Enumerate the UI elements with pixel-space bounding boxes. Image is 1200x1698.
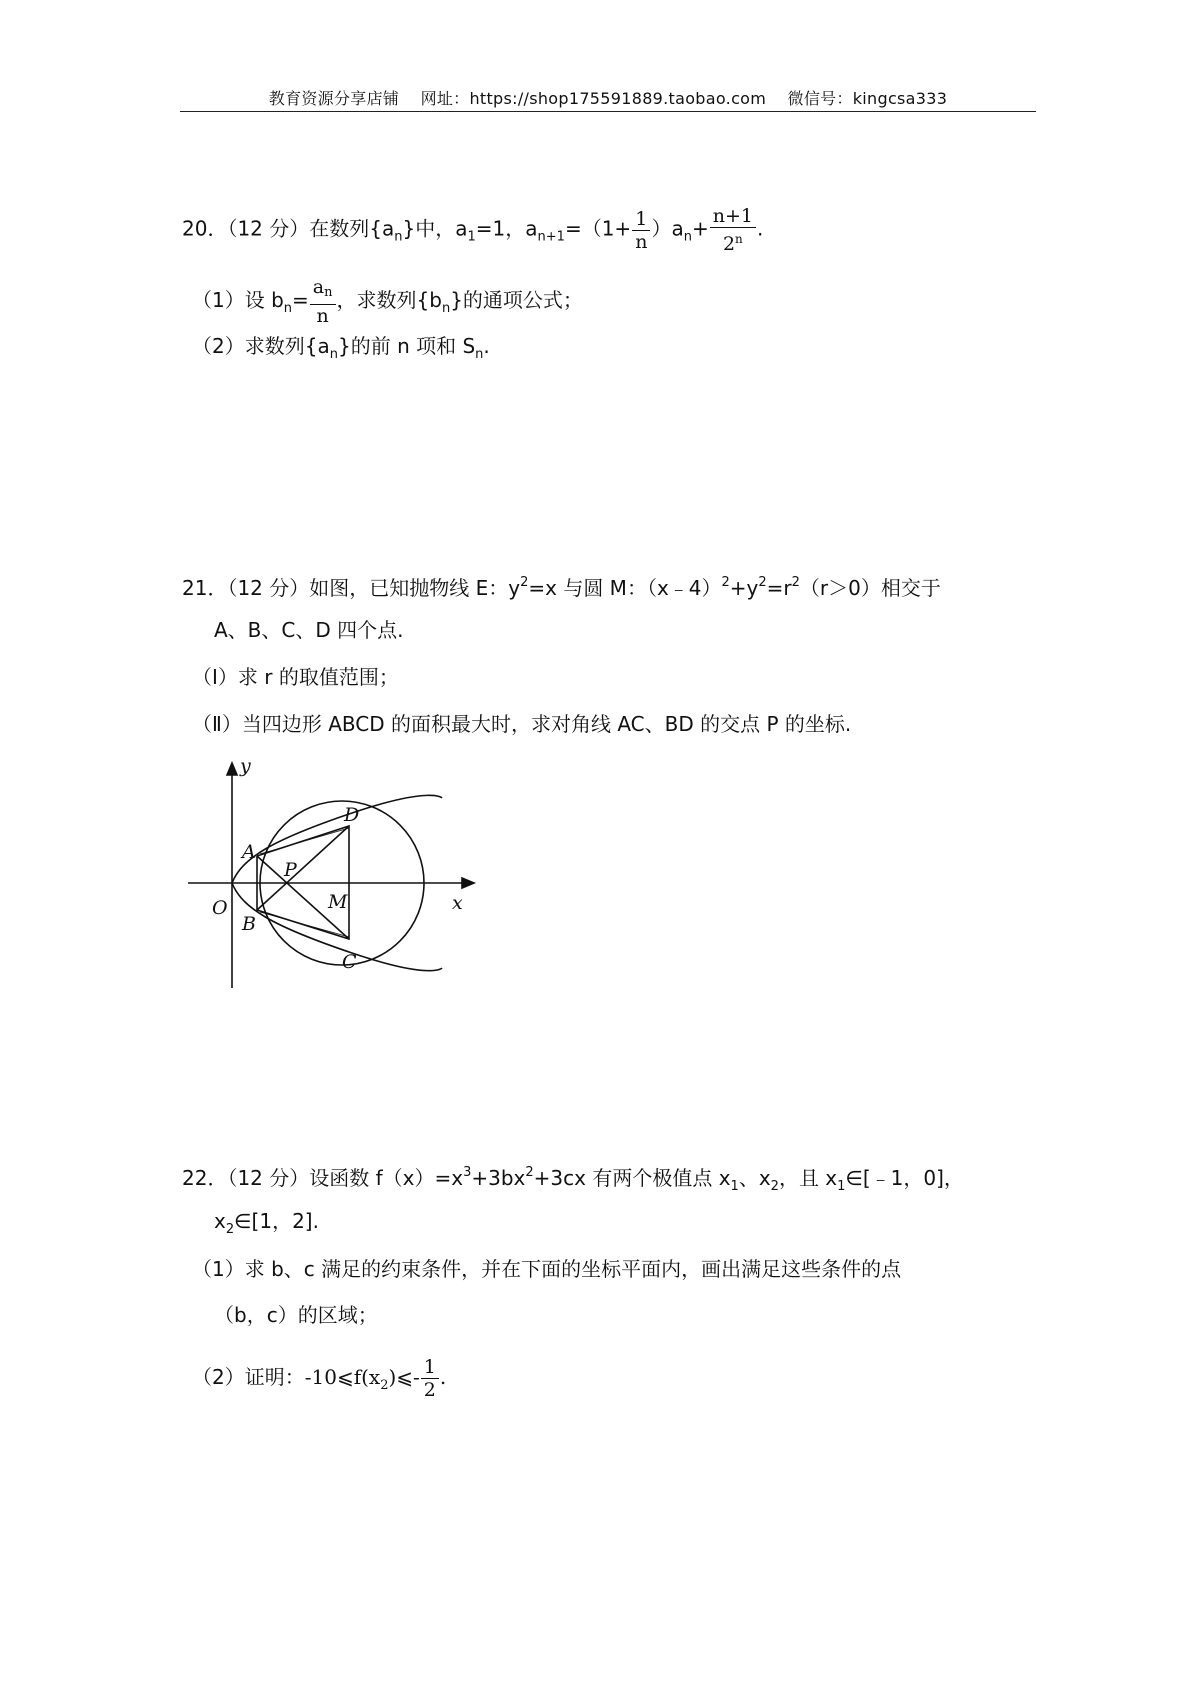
label-p: P xyxy=(284,859,297,881)
q20-period: . xyxy=(756,216,764,241)
q20-fraction-an-over-n xyxy=(310,276,336,327)
q22-part1-line2: （b，c）的区域； xyxy=(214,1303,378,1327)
q20-p2-text: . xyxy=(483,334,490,358)
q20-p2-text: 的前 n 项和 S xyxy=(350,334,476,358)
label-y: y xyxy=(240,758,251,777)
ineq-sub: 2 xyxy=(380,1378,389,1393)
q22-stem-line2 xyxy=(214,1208,319,1243)
q22-part1-line1: （1）求 b、c 满足的约束条件，并在下面的坐标平面内，画出满足这些条件的点 xyxy=(192,1257,902,1281)
q21-stem-line2: A、B、C、D 四个点. xyxy=(214,618,404,642)
q20-sub-1: 1 xyxy=(467,229,476,245)
frac-den: n xyxy=(635,230,648,253)
ineq-end: . xyxy=(439,1365,447,1389)
label-x: x xyxy=(452,892,463,914)
q21-text: =x 与圆 M：（x﹣4） xyxy=(528,576,722,600)
q22-part2 xyxy=(192,1356,446,1401)
frac-den: 2 xyxy=(423,1379,436,1401)
q22-text: ∈[﹣1，0]， xyxy=(845,1166,964,1190)
q21-part2: （Ⅱ）当四边形 ABCD 的面积最大时，求对角线 AC、BD 的交点 P 的坐标. xyxy=(192,712,852,736)
q20-paren: ）a xyxy=(651,216,684,241)
q22-text: x xyxy=(214,1209,226,1233)
ineq-left: -10⩽f(x xyxy=(304,1365,381,1389)
q22-text: ，且 x xyxy=(778,1166,838,1190)
label-m: M xyxy=(328,891,348,913)
q20-sub-n: n xyxy=(283,301,293,316)
q20-fraction-1-over-n xyxy=(632,208,650,253)
ineq-fraction-1-over-2 xyxy=(421,1356,439,1401)
q20-eq2: =（1+ xyxy=(564,216,632,241)
q20-a: a xyxy=(382,216,395,241)
q22-exp: 2 xyxy=(525,1165,534,1180)
q20-sub-np1: n+1 xyxy=(537,229,565,245)
q20-sub-n: n xyxy=(441,301,451,316)
q20-sub-n: n xyxy=(329,347,338,362)
header-shop: 教育资源分享店铺 xyxy=(268,89,400,108)
q22-text: ∈[1，2]. xyxy=(234,1209,319,1233)
label-b: B xyxy=(242,913,256,935)
y-axis-arrow-icon xyxy=(227,763,237,775)
x-axis-arrow-icon xyxy=(462,878,474,888)
header-url-group xyxy=(421,89,767,108)
q20-brace: } xyxy=(450,288,463,312)
q21-exp: 2 xyxy=(721,575,730,590)
header-divider xyxy=(180,111,1036,112)
q21-text: =r xyxy=(766,576,792,600)
q21-text: 21．（12 分）如图，已知抛物线 E：y xyxy=(182,576,521,600)
q20-p1-eq: = xyxy=(292,288,309,312)
label-d: D xyxy=(344,804,360,826)
q20-sub-n: n xyxy=(475,347,484,362)
q21-part1: （Ⅰ）求 r 的取值范围； xyxy=(192,665,399,689)
q20-stem xyxy=(182,205,763,255)
label-a: A xyxy=(242,841,256,863)
header-wechat-label: 微信号： xyxy=(787,89,853,108)
header-url-label: 网址： xyxy=(420,89,470,108)
q20-head: 20．（12 分）在数列 xyxy=(182,216,370,241)
q21-text: （r＞0）相交于 xyxy=(799,576,941,600)
q22-sub: 2 xyxy=(770,1179,779,1194)
label-o: O xyxy=(212,897,228,919)
q22-text: +3bx xyxy=(471,1166,526,1190)
edge-ad-inner xyxy=(260,828,349,854)
header-wechat: kingcsa333 xyxy=(852,89,948,108)
frac-num: 1 xyxy=(632,208,650,231)
q20-brace: } xyxy=(402,216,416,241)
q22-text: 22．（12 分）设函数 f（x）=x xyxy=(182,1166,464,1190)
page-header xyxy=(180,86,1036,109)
frac-den-exp: n xyxy=(735,232,743,246)
q20-sub-n: n xyxy=(394,229,403,245)
q20-sub-n: n xyxy=(683,229,692,245)
q20-p1-b: b xyxy=(429,288,442,312)
frac-num: n+1 xyxy=(710,205,756,228)
q20-brace: { xyxy=(369,216,382,241)
q20-part1 xyxy=(192,276,583,327)
q22-sub: 1 xyxy=(730,1179,739,1194)
q20-mid: 中，a xyxy=(415,216,468,241)
q22-stem-line1 xyxy=(182,1160,964,1200)
q21-text: +y xyxy=(729,576,759,600)
frac-num-sub: n xyxy=(324,285,333,300)
q20-p1-text: 的通项公式； xyxy=(462,288,583,312)
header-url: https://shop175591889.taobao.com xyxy=(469,89,767,108)
label-c: C xyxy=(342,951,357,973)
frac-num-base: a xyxy=(312,276,325,298)
header-wechat-group xyxy=(788,89,948,108)
ineq-mid: )⩽- xyxy=(388,1365,420,1389)
q20-p2-text: （2）求数列 xyxy=(192,334,305,358)
q20-brace: { xyxy=(416,288,430,312)
q20-a: a xyxy=(317,334,330,358)
q22-text: +3cx 有两个极值点 x xyxy=(533,1166,731,1190)
q21-stem-line1 xyxy=(182,570,941,601)
q20-p1-text: （1）设 b xyxy=(192,288,284,312)
q20-plus: + xyxy=(691,216,709,241)
q22-sub: 2 xyxy=(225,1222,235,1237)
q22-exp: 3 xyxy=(463,1165,472,1180)
q20-brace: } xyxy=(337,334,351,358)
q22-text: 、x xyxy=(738,1166,771,1190)
q21-exp: 2 xyxy=(791,575,800,590)
q20-p1-text: ，求数列 xyxy=(336,288,417,312)
frac-den xyxy=(720,228,746,255)
frac-den: n xyxy=(316,305,329,327)
edge-bc-inner xyxy=(260,912,349,937)
q22-inequality xyxy=(304,1356,447,1401)
q22-sub: 1 xyxy=(837,1179,846,1194)
q21-exp: 2 xyxy=(520,575,529,590)
q21-exp: 2 xyxy=(758,575,767,590)
q20-brace: { xyxy=(304,334,318,358)
q21-figure xyxy=(182,758,477,990)
q20-eq1: =1，a xyxy=(475,216,538,241)
q20-fraction-n1-over-2n xyxy=(710,205,756,255)
frac-num xyxy=(310,276,336,305)
q22-text: （2）证明： xyxy=(192,1365,305,1389)
q20-part2 xyxy=(192,333,490,368)
frac-num: 1 xyxy=(421,1356,439,1379)
frac-den-base: 2 xyxy=(722,233,736,255)
